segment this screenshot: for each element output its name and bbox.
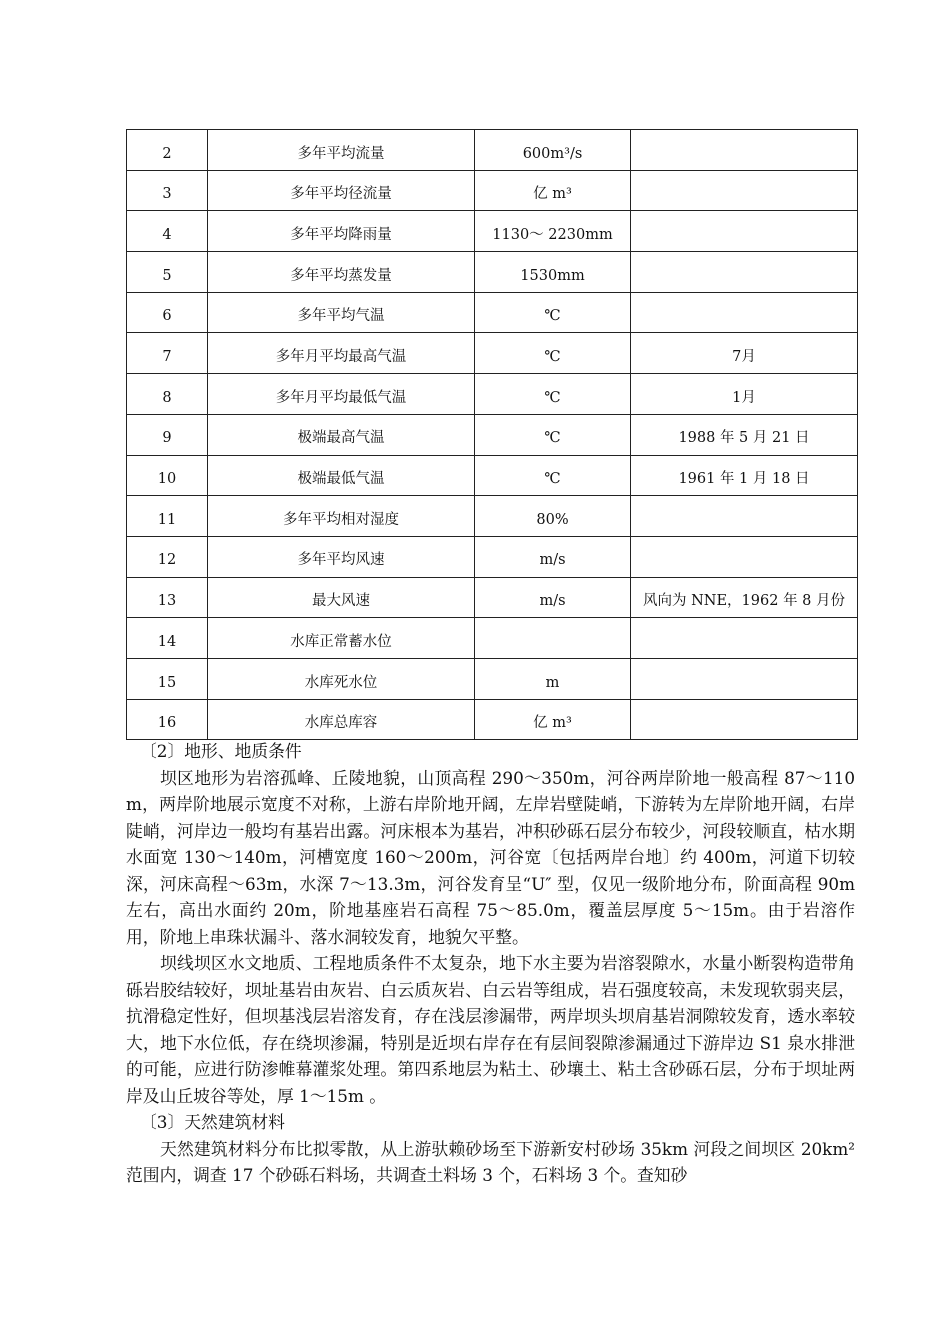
- table-row: [127, 292, 858, 333]
- value-cell: [475, 658, 631, 699]
- value-cell: [475, 536, 631, 577]
- note-cell-text: 1961 年 1 月 18 日: [678, 471, 810, 488]
- item-name-cell-text: 水库正常蓄水位: [290, 633, 392, 650]
- value-cell-text: 亿 m³: [533, 186, 572, 203]
- row-number-cell-text: 8: [162, 389, 172, 406]
- terrain-paragraph-1: 坝区地形为岩溶孤峰、丘陵地貌，山顶高程 290～350m，河谷两岸阶地一般高程 87～110m，两岸阶地展示宽度不对称，上游右岸阶地开阔，左岸岩壁陡峭，下游转为左岸阶地开阔，右岸陡峭，河岸边一般均有基岩出露。河床根本为基岩，冲积砂砾石层分布较少，河段较顺直，枯水期水面宽 130～140m，河槽宽度 160～200m，河谷宽〔包括两岸台地〕约 400m，河道下切较深，河床高程～63m，水深 7～13.3m，河谷发育呈“U″ 型，仅见一级阶地分布，阶面高程 90m 左右，高出水面约 20m，阶地基座岩石高程 75～85.0m，覆盖层厚度 5～15m。由于岩溶作用，阶地上串珠状漏斗、落水洞较发育，地貌欠平整。: [126, 767, 855, 947]
- item-name-cell: [208, 577, 475, 618]
- row-number-cell-text: 15: [157, 674, 177, 691]
- row-number-cell: [127, 577, 208, 618]
- table-row: [127, 658, 858, 699]
- row-number-cell: [127, 496, 208, 537]
- item-name-cell: [208, 699, 475, 740]
- row-number-cell: [127, 252, 208, 293]
- value-cell-text: ℃: [544, 471, 561, 488]
- row-number-cell-text: 13: [157, 593, 177, 610]
- value-cell-text: m/s: [539, 593, 566, 610]
- item-name-cell-text: 极端最低气温: [297, 471, 385, 488]
- table-body: [127, 130, 858, 740]
- item-name-cell-text: 多年平均气温: [297, 308, 385, 325]
- item-name-cell: [208, 536, 475, 577]
- note-cell: [631, 211, 858, 252]
- row-number-cell: [127, 658, 208, 699]
- note-cell: [631, 130, 858, 171]
- row-number-cell-text: 11: [157, 511, 177, 528]
- note-cell-text: 1988 年 5 月 21 日: [678, 430, 810, 447]
- body-text: [126, 738, 855, 1189]
- item-name-cell: [208, 496, 475, 537]
- note-cell: [631, 496, 858, 537]
- table-row: [127, 536, 858, 577]
- materials-heading: 〔3〕天然建筑材料: [140, 1112, 285, 1132]
- row-number-cell: [127, 699, 208, 740]
- value-cell: [475, 130, 631, 171]
- item-name-cell-text: 水库死水位: [304, 674, 378, 691]
- table-row: [127, 333, 858, 374]
- note-cell: [631, 292, 858, 333]
- row-number-cell-text: 14: [157, 633, 177, 650]
- row-number-cell-text: 4: [162, 226, 172, 243]
- value-cell: [475, 496, 631, 537]
- note-cell: [631, 699, 858, 740]
- item-name-cell-text: 最大风速: [312, 593, 370, 610]
- row-number-cell: [127, 536, 208, 577]
- note-cell: [631, 374, 858, 415]
- item-name-cell: [208, 211, 475, 252]
- item-name-cell-text: 多年平均蒸发量: [290, 267, 392, 284]
- note-cell: [631, 414, 858, 455]
- table-row: [127, 577, 858, 618]
- table-row: [127, 374, 858, 415]
- terrain-paragraph-2: 坝线坝区水文地质、工程地质条件不太复杂，地下水主要为岩溶裂隙水，水量小断裂构造带角砾岩胶结较好，坝址基岩由灰岩、白云质灰岩、白云岩等组成，岩石强度较高，未发现软弱夹层，抗滑稳定性好，但坝基浅层岩溶发育，存在浅层渗漏带，两岸坝头坝肩基岩洞隙较发育，透水率较大，地下水位低，存在绕坝渗漏，特别是近坝右岸存在有层间裂隙渗漏通过下游岸边 S1 泉水排泄的可能，应进行防渗帷幕灌浆处理。第四系地层为粘土、砂壤土、粘土含砂砾石层，分布于坝址两岸及山丘坡谷等处，厚 1～15m 。: [126, 953, 855, 1106]
- table-row: [127, 170, 858, 211]
- value-cell: [475, 333, 631, 374]
- value-cell: [475, 577, 631, 618]
- table-row: [127, 252, 858, 293]
- row-number-cell: [127, 374, 208, 415]
- row-number-cell-text: 7: [162, 349, 172, 366]
- item-name-cell-text: 水库总库容: [304, 715, 378, 732]
- row-number-cell-text: 9: [162, 430, 172, 447]
- value-cell-text: m/s: [539, 552, 566, 569]
- row-number-cell-text: 6: [162, 308, 172, 325]
- item-name-cell-text: 多年平均降雨量: [290, 226, 392, 243]
- note-cell: [631, 333, 858, 374]
- value-cell: [475, 414, 631, 455]
- item-name-cell-text: 多年月平均最低气温: [275, 389, 407, 406]
- note-cell: [631, 658, 858, 699]
- item-name-cell-text: 极端最高气温: [297, 430, 385, 447]
- item-name-cell: [208, 455, 475, 496]
- value-cell-text: ℃: [544, 430, 561, 447]
- note-cell-text: 1月: [732, 389, 756, 406]
- row-number-cell: [127, 333, 208, 374]
- row-number-cell-text: 10: [157, 471, 177, 488]
- value-cell: [475, 374, 631, 415]
- item-name-cell-text: 多年平均流量: [297, 145, 385, 162]
- row-number-cell-text: 12: [157, 552, 177, 569]
- item-name-cell: [208, 130, 475, 171]
- value-cell: [475, 699, 631, 740]
- table-row: [127, 496, 858, 537]
- value-cell: [475, 292, 631, 333]
- note-cell: [631, 170, 858, 211]
- note-cell: [631, 618, 858, 659]
- row-number-cell: [127, 414, 208, 455]
- value-cell-text: 1130～ 2230mm: [492, 226, 613, 243]
- terrain-heading: 〔2〕地形、地质条件: [140, 741, 302, 761]
- note-cell-text: 7月: [732, 349, 756, 366]
- value-cell-text: 亿 m³: [533, 715, 572, 732]
- item-name-cell: [208, 414, 475, 455]
- materials-paragraph-1: 天然建筑材料分布比拟零散，从上游驮赖砂场至下游新安村砂场 35km 河段之间坝区 20km² 范围内，调查 17 个砂砾石料场，共调查土料场 3 个，石料场 3 个。查知砂: [126, 1138, 855, 1185]
- hydrology-data-table: [126, 129, 858, 740]
- item-name-cell: [208, 170, 475, 211]
- item-name-cell-text: 多年平均径流量: [290, 186, 392, 203]
- item-name-cell: [208, 333, 475, 374]
- note-cell-text: 风向为 NNE，1962 年 8 月份: [642, 593, 846, 610]
- value-cell: [475, 170, 631, 211]
- note-cell: [631, 536, 858, 577]
- row-number-cell-text: 3: [162, 186, 172, 203]
- item-name-cell: [208, 252, 475, 293]
- row-number-cell: [127, 130, 208, 171]
- row-number-cell: [127, 292, 208, 333]
- value-cell: [475, 252, 631, 293]
- row-number-cell: [127, 455, 208, 496]
- value-cell-text: 80%: [536, 511, 569, 528]
- item-name-cell-text: 多年月平均最高气温: [275, 349, 407, 366]
- row-number-cell: [127, 170, 208, 211]
- table-row: [127, 699, 858, 740]
- note-cell: [631, 577, 858, 618]
- value-cell-text: ℃: [544, 308, 561, 325]
- item-name-cell-text: 多年平均相对湿度: [283, 511, 399, 528]
- item-name-cell: [208, 618, 475, 659]
- value-cell-text: 600m³/s: [522, 145, 583, 162]
- table-row: [127, 211, 858, 252]
- row-number-cell-text: 16: [157, 715, 177, 732]
- item-name-cell-text: 多年平均风速: [297, 552, 385, 569]
- table-row: [127, 130, 858, 171]
- item-name-cell: [208, 658, 475, 699]
- row-number-cell-text: 5: [162, 267, 172, 284]
- row-number-cell: [127, 211, 208, 252]
- row-number-cell: [127, 618, 208, 659]
- value-cell: [475, 455, 631, 496]
- value-cell: [475, 211, 631, 252]
- value-cell: [475, 618, 631, 659]
- table-row: [127, 455, 858, 496]
- value-cell-text: 1530mm: [520, 267, 585, 284]
- value-cell-text: ℃: [544, 349, 561, 366]
- table-row: [127, 414, 858, 455]
- row-number-cell-text: 2: [162, 145, 172, 162]
- value-cell-text: m: [545, 674, 560, 691]
- item-name-cell: [208, 292, 475, 333]
- item-name-cell: [208, 374, 475, 415]
- note-cell: [631, 252, 858, 293]
- value-cell-text: ℃: [544, 389, 561, 406]
- table-row: [127, 618, 858, 659]
- note-cell: [631, 455, 858, 496]
